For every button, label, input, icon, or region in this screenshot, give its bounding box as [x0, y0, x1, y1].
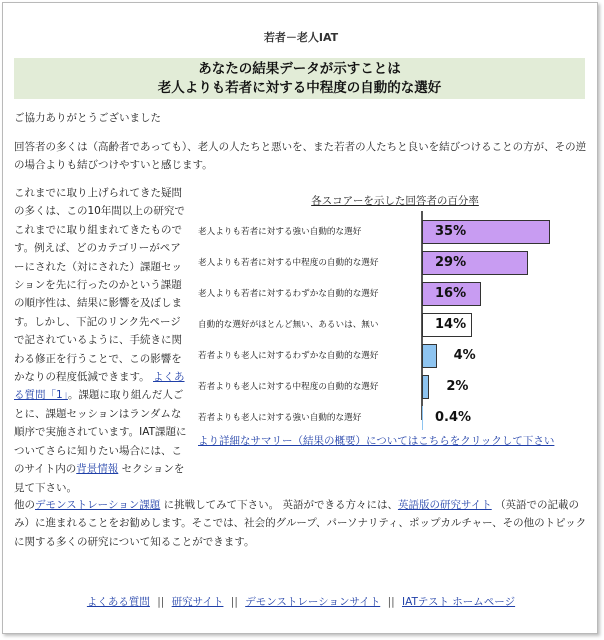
bar-value-label: 14% — [435, 317, 467, 332]
banner-line-1: あなたの結果データが示すことは — [198, 61, 401, 77]
footer-demo-link[interactable]: デモンストレーションサイト — [245, 596, 381, 608]
summary-text: 回答者の多くは（高齢者であっても）、老人の人たちと悪いを、また若者の人たちと良いを結びつけることの方が、その逆の場合よりも結びつけやすいと感じます。 — [14, 141, 587, 171]
bar-label: 老人よりも若者に対するわずかな自動的な選好 — [198, 289, 379, 299]
bar — [422, 375, 429, 399]
detailed-summary-link[interactable]: より詳細なサマリー（結果の概要）についてはこちらをクリックして下さい — [198, 435, 555, 447]
faq-link[interactable]: よくある質問「1」 — [14, 371, 185, 402]
bar-label: 老人よりも若者に対する中程度の自動的な選好 — [198, 258, 379, 268]
other-text-2: に挑戦してみて下さい。 英語ができる方々には、 — [163, 499, 398, 511]
page-title: 若者－老人IAT — [263, 31, 339, 44]
background-link[interactable]: 背景情報 — [76, 463, 119, 476]
bar-value-label: 2% — [446, 379, 469, 394]
history-text-3: セクションを見て下さい。 — [14, 463, 185, 494]
bar-value-label: 0.4% — [435, 410, 472, 425]
bar-label: 若者よりも老人に対する強い自動的な選好 — [198, 413, 362, 423]
bar — [422, 406, 423, 430]
other-text — [14, 496, 589, 551]
other-text-1: 他の — [14, 499, 35, 511]
footer-nav — [3, 594, 599, 609]
score-distribution-chart — [195, 193, 589, 453]
other-text-3: （英語での記載のみ）に進まれることをお勧めします。そこでは、社会的グループ、パーソナリティ、ポップカルチャー、その他のトピックに関する多くの研究について知ることができます。 — [14, 499, 587, 548]
research-site-link[interactable]: 英語版の研究サイト — [397, 499, 492, 511]
history-text-2: 。課題に取り組んだ人ごとに、課題セッションはランダムな順序で実施されています。IAT課題についてさらに知りたい場合には、このサイト内の — [14, 389, 187, 476]
bar — [422, 344, 437, 368]
footer-separator: || — [230, 596, 238, 608]
history-text-1: これまでに取り上げられてきた疑問の多くは、この10年間以上の研究でこれまでに取り組まれてきたものです。例えば、どのカテゴリーがペアーにされた（対にされた）課題セッションを先に行ったのかという課題の順序性は、結果に影響を及ぼします。しかし、下記のリンク先ページで記されているように、手続きに関わる修正を行うことで、この影響をかなりの程度低減できます。 — [14, 187, 185, 384]
bar-value-label: 4% — [453, 348, 476, 363]
footer-home-link[interactable]: IATテスト ホームページ — [402, 596, 516, 608]
footer-faq-link[interactable]: よくある質問 — [86, 596, 150, 608]
chart-title: 各スコアーを示した回答者の百分率 — [311, 195, 479, 207]
footer-research-link[interactable]: 研究サイト — [171, 596, 224, 608]
bar-label: 若者よりも老人に対するわずかな自動的な選好 — [198, 351, 379, 361]
footer-separator: || — [387, 596, 395, 608]
result-banner — [14, 58, 585, 99]
bar-label: 自動的な選好がほとんど無い、あるいは、無い — [198, 320, 379, 330]
bar-label: 老人よりも若者に対する強い自動的な選好 — [198, 227, 362, 237]
results-page — [2, 2, 598, 634]
footer-separator: || — [157, 596, 165, 608]
bar-value-label: 35% — [435, 224, 467, 239]
bar-value-label: 16% — [435, 286, 467, 301]
bar-label: 若者よりも老人に対する中程度の自動的な選好 — [198, 382, 379, 392]
bar-value-label: 29% — [435, 255, 467, 270]
banner-line-2: 老人よりも若者に対する中程度の自動的な選好 — [157, 80, 442, 96]
demo-link[interactable]: デモンストレーション課題 — [35, 499, 161, 511]
history-text — [14, 184, 190, 497]
thanks-text: ご協力ありがとうございました — [14, 112, 161, 124]
